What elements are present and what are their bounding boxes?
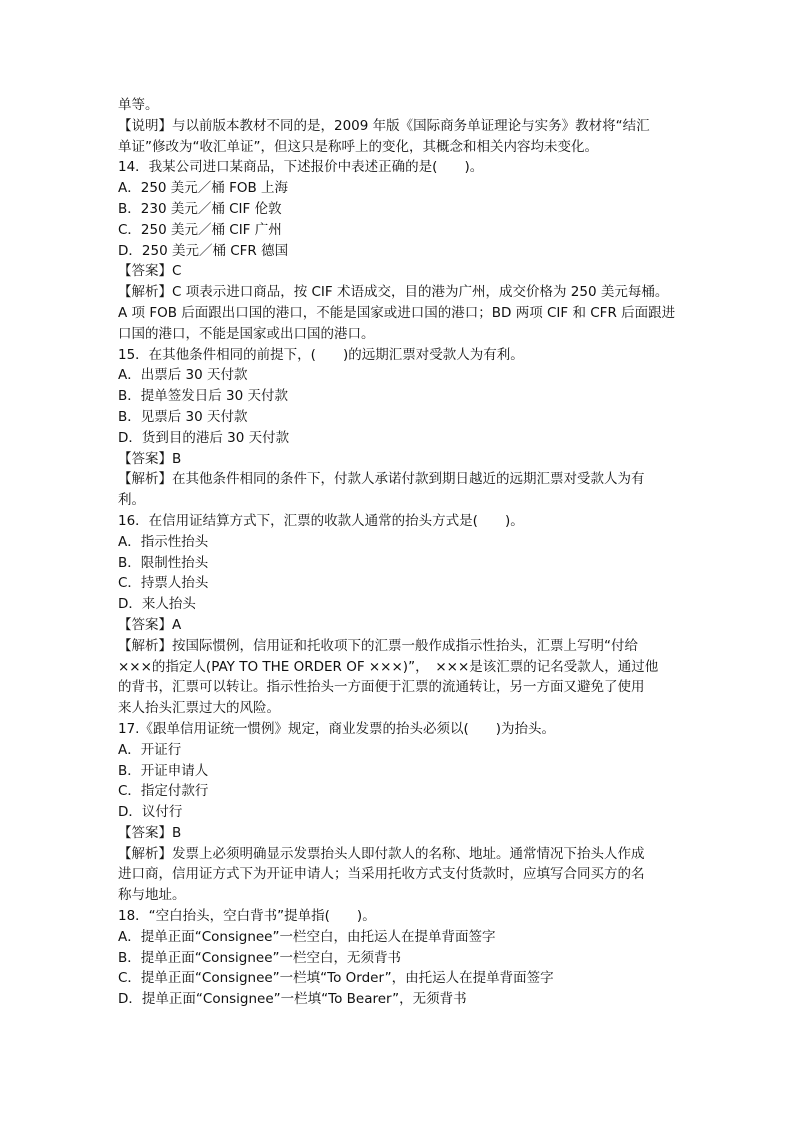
option-d: D．250 美元／桶 CFR 德国	[118, 242, 289, 259]
option-a: A．250 美元／桶 FOB 上海	[118, 180, 289, 197]
option-a: A．出票后 30 天付款	[118, 367, 248, 384]
explanation-line: 【解析】按国际惯例，信用证和托收项下的汇票一般作成指示性抬头，汇票上写明“付给	[118, 637, 638, 654]
question-14: 14．我某公司进口某商品，下述报价中表述正确的是( )。	[118, 159, 484, 176]
option-a: A．提单正面“Consignee”一栏空白，由托运人在提单背面签字	[118, 928, 496, 945]
answer-17: 【答案】B	[118, 824, 182, 841]
explanation-line: 利。	[118, 492, 145, 509]
document-page	[118, 95, 678, 1010]
note-line: 单证”修改为“收汇单证”，但这只是称呼上的变化，其概念和相关内容均未变化。	[118, 138, 598, 155]
explanation-line: 进口商，信用证方式下为开证申请人；当采用托收方式支付货款时，应填写合同买方的名	[118, 866, 645, 883]
question-15: 15．在其他条件相同的前提下，( )的远期汇票对受款人为有利。	[118, 346, 524, 363]
explanation-line: 来人抬头汇票过大的风险。	[118, 700, 280, 717]
answer-16: 【答案】A	[118, 616, 182, 633]
option-b-2: B．见票后 30 天付款	[118, 408, 248, 425]
explanation-line: 【解析】在其他条件相同的条件下，付款人承诺付款到期日越近的远期汇票对受款人为有	[118, 471, 645, 488]
option-c: C．指定付款行	[118, 783, 209, 800]
explanation-line: 【解析】C 项表示进口商品，按 CIF 术语成交，目的港为广州，成交价格为 250 美元每桶。	[118, 284, 669, 301]
answer-15: 【答案】B	[118, 450, 182, 467]
question-18: 18．“空白抬头，空白背书”提单指( )。	[118, 908, 376, 925]
option-b: B．开证申请人	[118, 762, 209, 779]
explanation-line: A 项 FOB 后面跟出口国的港口，不能是国家或进口国的港口；BD 两项 CIF 和 CFR 后面跟进	[118, 304, 676, 321]
explanation-line: ×××的指定人(PAY TO THE ORDER OF ×××)”， ×××是该汇票的记名受款人，通过他	[118, 658, 659, 675]
option-d: D．来人抬头	[118, 596, 196, 613]
explanation-line: 口国的港口，不能是国家或出口国的港口。	[118, 325, 375, 342]
option-d: D．货到目的港后 30 天付款	[118, 429, 290, 446]
option-c: C．250 美元／桶 CIF 广州	[118, 221, 282, 238]
note-line: 【说明】与以前版本教材不同的是，2009 年版《国际商务单证理论与实务》教材将“结汇	[118, 117, 650, 134]
option-b: B．230 美元／桶 CIF 伦敦	[118, 200, 282, 217]
explanation-line: 的背书，汇票可以转让。指示性抬头一方面便于汇票的流通转让，另一方面又避免了使用	[118, 679, 645, 696]
option-d: D．议付行	[118, 804, 183, 821]
explanation-line: 【解析】发票上必须明确显示发票抬头人即付款人的名称、地址。通常情况下抬头人作成	[118, 845, 645, 862]
answer-14: 【答案】C	[118, 263, 182, 280]
option-b: B．提单签发日后 30 天付款	[118, 388, 289, 405]
option-a: A．开证行	[118, 741, 182, 758]
option-c: C．持票人抬头	[118, 575, 209, 592]
question-17: 17.《跟单信用证统一惯例》规定，商业发票的抬头必须以( )为抬头。	[118, 720, 556, 737]
option-b: B．提单正面“Consignee”一栏空白，无须背书	[118, 949, 402, 966]
explanation-line: 称与地址。	[118, 887, 186, 904]
option-d: D．提单正面“Consignee”一栏填“To Bearer”，无须背书	[118, 991, 467, 1008]
option-c: C．提单正面“Consignee”一栏填“To Order”，由托运人在提单背面签字	[118, 970, 554, 987]
question-16: 16．在信用证结算方式下，汇票的收款人通常的抬头方式是( )。	[118, 512, 524, 529]
text-line: 单等。	[118, 97, 159, 113]
option-b: B．限制性抬头	[118, 554, 209, 571]
option-a: A．指示性抬头	[118, 533, 209, 550]
